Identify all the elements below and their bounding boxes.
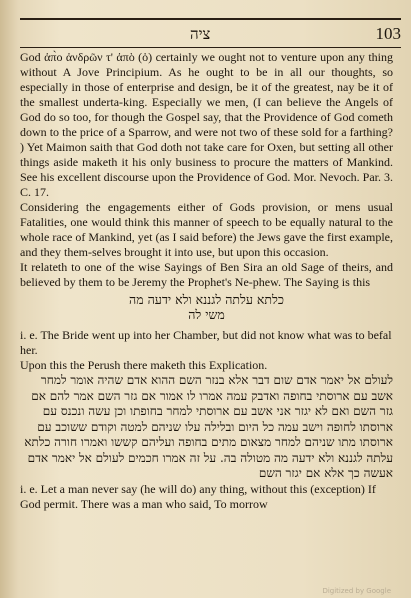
paragraph-considering: Considering the engagements either of Gods provision, or mens usual Fatalities, one would think this manner of speech to be equally natural to the whole race of Mankind, yet (as I said before) the Jews gave the first example, and they them-selves brought it into use, but upon this occasion. — [20, 200, 393, 259]
perush-intro: Upon this the Perush there maketh this Explication. — [20, 358, 268, 372]
digitized-watermark: Digitized by Google — [322, 587, 391, 595]
paragraph-providence: God ἀπ̀ο ἀνδρῶν τ' ἀπὸ (ὁ) certainly we ought not to venture upon any thing without A Jove Principium. As he ought to be in all our thoughts, so especially in those of enterprise and design, be it of the greatest, nay be it of the smallest underta-king. Especially we men, (I can believe the Angels of God do so too, for though the Gospel say, that the Providence of God cometh down to the price of a Sparrow, and were not two of these sold for a farthing? ) Yet Maimon saith that God doth not take care for Oxen, but setting all other things aside maketh it his only business to procure the matters of Mankind. See his excellent discourse upon the Providence of God. Mor. Nevoch. Par. 3. C. 17. — [20, 50, 393, 199]
header-rule-bottom — [20, 47, 401, 48]
translation-bride: i. e. The Bride went up into her Chamber, but did not know what was to befal her. — [20, 328, 392, 357]
page-body — [20, 50, 393, 512]
hebrew-commentary: לעולם אל יאמר אדם שום דבר אלא בנזר השם ההוא אדם שהיה אומר למחר אשב עם ארוסתי בחופה ואדבק עמה אמרו לו אמור אם גזר השם אמר להם אם גזר השם ואם לא יגזר אני אשב עם ארוסתי למחר בחופתו וכן עשה ונכנס עם ארוסתו לחופה וישב עמה כל היום ובלילה עלו שניהם למטה וקודם ששוכב עם ארוסתו מתו שניהם למחר מצאום מתים בחופה ועליהם קששו ואמרו חורה כלתא עלתה לגננא ולא ידעה מה מטולה בה. על זה אמרו חכמים לעולם אל יאמר אדם אעשה כך אלא אם יגזר השם — [24, 373, 393, 480]
paragraph-ben-sira: It relateth to one of the wise Sayings of Ben Sira an old Sage of theirs, and believed by them to be Jeremy the Prophet's Ne-phew. The Saying is this — [20, 260, 393, 289]
hebrew-saying-line-2: משי לה — [188, 307, 225, 322]
hebrew-saying — [20, 292, 393, 322]
page-number: 103 — [375, 24, 401, 43]
header-rule-top — [20, 18, 401, 20]
translation-if-god-permit: i. e. Let a man never say (he will do) any thing, without this (exception) If God permit. There was a man who said, To morrow — [20, 481, 376, 511]
running-header — [20, 8, 401, 48]
running-head-hebrew: ציה — [190, 25, 211, 43]
hebrew-saying-line-1: כלתא עלתה לגננא ולא ידעה מה — [129, 292, 284, 307]
